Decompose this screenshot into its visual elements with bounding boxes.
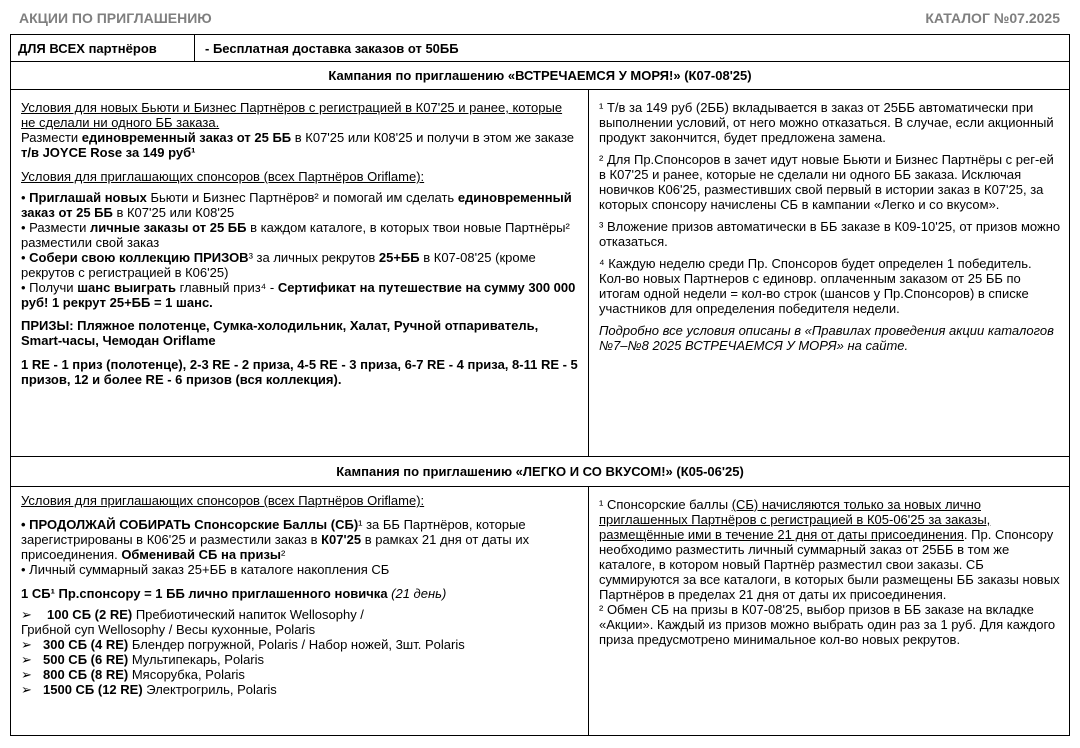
text: 1 СБ¹ Пр.спонсору = 1 ББ лично приглашенного новичка — [21, 586, 388, 601]
text: Блендер погружной, Polaris / Набор ножей, 3шт. Polaris — [128, 637, 465, 652]
text: 25+ББ — [378, 250, 420, 265]
text: Собери свою коллекцию ПРИЗОВ — [29, 250, 249, 265]
all-partners-row — [11, 35, 1069, 62]
prize-item — [21, 667, 580, 682]
text: Пребиотический напиток Wellosophy / — [132, 607, 364, 622]
text: единовременный заказ от 25 ББ — [21, 190, 572, 220]
rules-note: Подробно все условия описаны в «Правилах проведения акции каталогов №7–№8 2025 ВСТРЕЧАЕМСЯ У МОРЯ» на сайте. — [599, 323, 1054, 353]
bullet-collect-prizes — [21, 250, 580, 280]
campaign1-title: Кампания по приглашению «ВСТРЕЧАЕМСЯ У МОРЯ!» (К07-08'25) — [11, 62, 1069, 90]
bullet-chance — [21, 280, 580, 310]
text: Электрогриль, Polaris — [142, 682, 277, 697]
text: главный приз⁴ - — [175, 280, 278, 295]
text: в каждом каталоге, в которых твои новые Партнёры² разместили свой заказ — [21, 220, 570, 250]
footnote-sb-1 — [599, 497, 1061, 602]
text: Обменивай СБ на призы — [121, 547, 282, 562]
text: . Пр. Спонсору необходимо разместить личный суммарный заказ от 25ББ в том же каталоге, в котором новый Партнёр разместил свои заказы. СБ суммируются за все каталоги, в которых были размещены ББ заказы новых Партнёров в пределах 21 дня от даты их присоединения. — [599, 527, 1060, 602]
text: 500 СБ (6 RE) — [43, 652, 129, 667]
text: в К07'25 или К08'25 — [112, 205, 235, 220]
text: шанс выиграть — [77, 280, 176, 295]
text: Мультипекарь, Polaris — [128, 652, 265, 667]
catalog-number: КАТАЛОГ №07.2025 — [925, 10, 1060, 26]
footnote-2: ² Для Пр.Спонсоров в зачет идут новые Бьюти и Бизнес Партнёры с рег-ей в К07'25 и ранее, которые не сделали ни одного ББ заказа. Исключая новичков К06'25, разместивших свой первый в истории заказ в К07'25, за которых спонсору начислены СБ в кампании «Легко и со вкусом». — [599, 152, 1054, 212]
arrow-icon: ➢ — [21, 682, 32, 697]
text: в К07-08'25 (кроме рекрутов с регистрацией в К06'25) — [21, 250, 536, 280]
re-prize-tiers: 1 RE - 1 приз (полотенце), 2-3 RE - 2 приза, 4-5 RE - 3 приза, 6-7 RE - 4 приза, 8-11 RE - 5 призов, 12 и более RE - 6 призов (вся коллекция). — [21, 357, 578, 387]
prize-item — [21, 652, 580, 667]
new-partners-heading: Условия для новых Бьюти и Бизнес Партнёров с регистрацией в К07'25 и ранее, которые не сделали ни одного ББ заказа. — [21, 100, 563, 130]
text: Размести — [21, 130, 82, 145]
text: 300 СБ (4 RE) — [43, 637, 129, 652]
promo-table — [10, 34, 1070, 736]
campaign2-title: Кампания по приглашению «ЛЕГКО И СО ВКУСОМ!» (К05-06'25) — [11, 457, 1069, 487]
footnote-1: ¹ Т/в за 149 руб (2ББ) вкладывается в заказ от 25ББ автоматически при выполнении условий, от него можно отказаться. В случае, если акционный продукт закончится, будет предложена замена. — [599, 100, 1054, 145]
text: (СБ) начисляются только за новых лично приглашенных Партнёров с регистрацией в К05-06'25 за заказы, размещённые ими в течение 21 дня от даты присоединения — [599, 497, 991, 542]
text: • — [21, 250, 30, 265]
text: ² — [281, 547, 286, 562]
text: К07'25 — [321, 532, 362, 547]
new-partners-conditions — [21, 100, 580, 160]
campaign1-body — [11, 90, 1069, 457]
text: личные заказы от 25 ББ — [89, 220, 247, 235]
text: ¹ за ББ Партнёров, которые зарегистрированы в К06'25 и разместили заказ в — [21, 517, 526, 547]
campaign2-body — [11, 487, 1069, 735]
text: • ПРОДОЛЖАЙ СОБИРАТЬ Спонсорские Баллы (СБ) — [21, 517, 359, 532]
prize-item — [21, 637, 580, 652]
text: (21 день) — [387, 586, 447, 601]
text: ³ за личных рекрутов — [248, 250, 379, 265]
text: 100 СБ (2 RE) — [47, 607, 133, 622]
sponsors-heading-2: Условия для приглашающих спонсоров (всех Партнёров Oriflame): — [21, 493, 425, 508]
text: 800 СБ (8 RE) — [43, 667, 129, 682]
arrow-icon: ➢ — [21, 652, 32, 667]
footnote-4: ⁴ Каждую неделю среди Пр. Спонсоров будет определен 1 победитель. Кол-во новых Партнеров с единовр. оплаченным заказом от 25 ББ по итогам одной недели = кол-во строк (шансов у Пр.Спонсоров) в списке участников для определения победителя недели. — [599, 256, 1032, 316]
footnote-sb-2: ² Обмен СБ на призы в К07-08'25, выбор призов в ББ заказе на вкладке «Акции». Каждый из призов можно выбрать один раз за 1 руб. Для каждого приза предусмотрено минимальное кол-во новых рекрутов. — [599, 602, 1056, 647]
arrow-icon: ➢ — [21, 667, 32, 682]
text: единовременный заказ от 25 ББ — [81, 130, 292, 145]
text: т/в JOYCE Rose за 149 руб¹ — [21, 145, 196, 160]
footnote-3: ³ Вложение призов автоматически в ББ заказе в К09-10'25, от призов можно отказаться. — [599, 219, 1061, 249]
text: • Размести — [21, 220, 90, 235]
text: в рамках 21 дня от даты их присоединения. — [21, 532, 530, 562]
text: • — [21, 190, 30, 205]
text: Приглашай новых — [29, 190, 147, 205]
campaign1-footnotes — [589, 90, 1069, 456]
prizes-list: ПРИЗЫ: Пляжное полотенце, Сумка-холодильник, Халат, Ручной отпариватель, Smart-часы, Чемодан Oriflame — [21, 318, 539, 348]
bullet-personal-orders — [21, 220, 580, 250]
text: 1500 СБ (12 RE) — [43, 682, 143, 697]
campaign2-conditions — [11, 487, 589, 735]
text: • Получи — [21, 280, 78, 295]
header-title: АКЦИИ ПО ПРИГЛАШЕНИЮ — [19, 10, 212, 26]
text: Мясорубка, Polaris — [128, 667, 245, 682]
bullet-invite — [21, 190, 580, 220]
text: ¹ Спонсорские баллы — [599, 497, 732, 512]
campaign2-footnotes — [589, 487, 1069, 735]
all-partners-label: ДЛЯ ВСЕХ партнёров — [11, 35, 195, 61]
points-formula — [21, 586, 580, 601]
campaign1-conditions — [11, 90, 589, 456]
text: Бьюти и Бизнес Партнёров² и помогай им сделать — [146, 190, 458, 205]
text: Грибной суп Wellosophy / Весы кухонные, Polaris — [21, 622, 316, 637]
page-header — [19, 10, 1060, 28]
prize-item — [21, 607, 580, 637]
personal-order-text: • Личный суммарный заказ 25+ББ в каталоге накопления СБ — [21, 562, 390, 577]
arrow-icon: ➢ — [21, 637, 32, 652]
arrow-icon: ➢ — [21, 607, 32, 622]
sponsors-heading: Условия для приглашающих спонсоров (всех Партнёров Oriflame): — [21, 169, 425, 184]
free-delivery-text: - Бесплатная доставка заказов от 50ББ — [205, 41, 459, 56]
text: в К07'25 или К08'25 и получи в этом же заказе — [291, 130, 575, 145]
text: Сертификат на путешествие на сумму 300 000 руб! 1 рекрут 25+ББ = 1 шанс. — [21, 280, 576, 310]
collect-points-text — [21, 517, 580, 562]
prize-items — [21, 607, 580, 697]
prize-item — [21, 682, 580, 697]
